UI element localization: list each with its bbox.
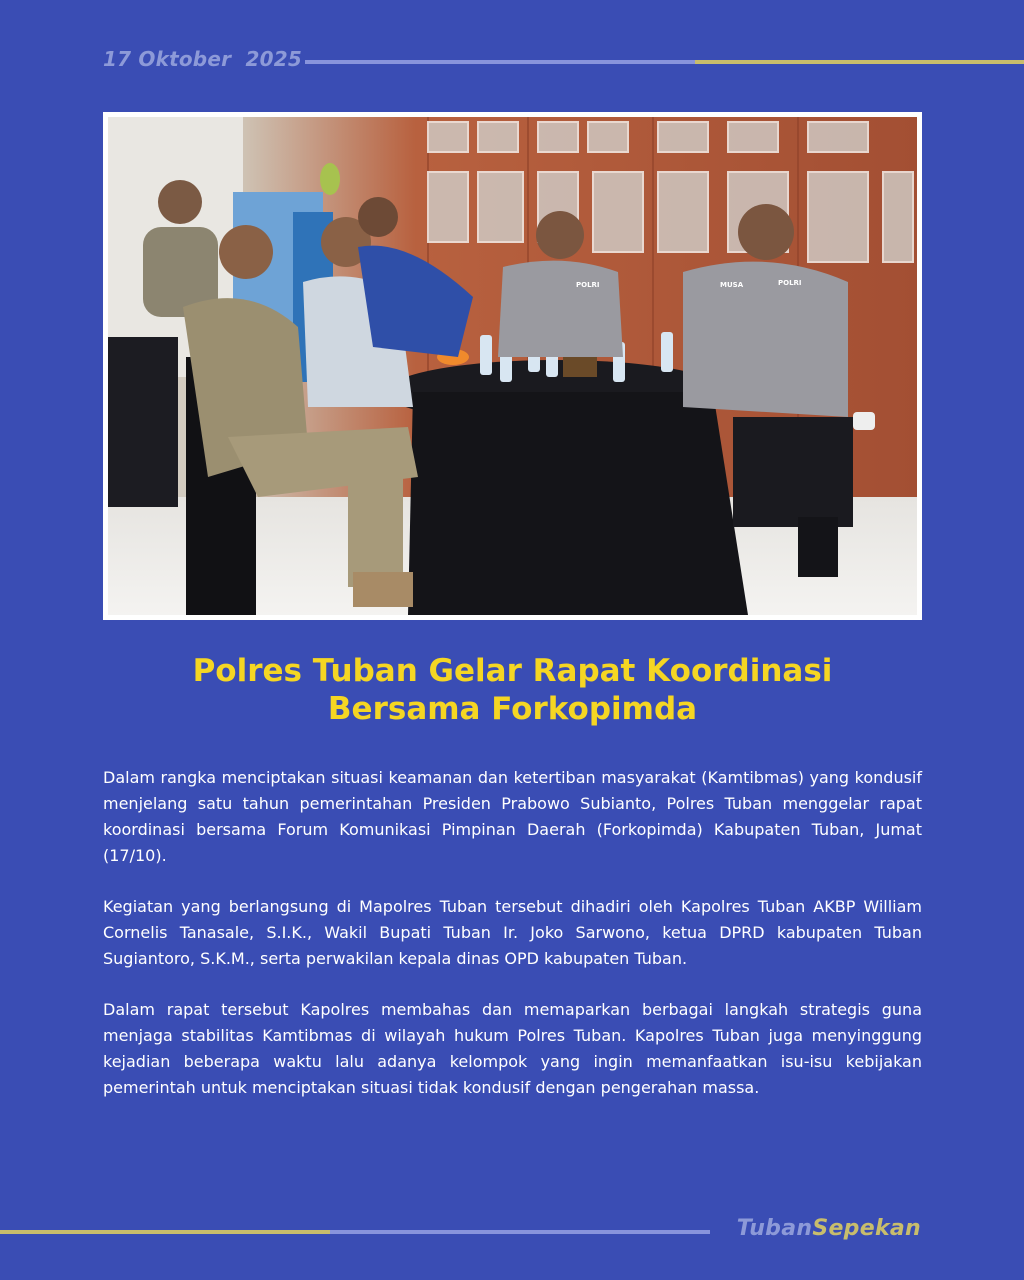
footer-divider (0, 1230, 710, 1234)
article-headline (103, 652, 922, 728)
paragraph: Dalam rapat tersebut Kapolres membahas dan memaparkan berbagai langkah strategis guna menjaga stabilitas Kamtibmas di wilayah hukum Polres Tuban. Kapolres Tuban juga menyinggung kejadian beberapa waktu lalu adanya kelompok yang ingin memanfaatkan isu-isu kebijakan pemerintah untuk menciptakan situasi tidak kondusif dengan pengerahan massa. (103, 1000, 922, 1097)
brand-part-2: Sepekan (812, 1216, 921, 1241)
meeting-photo-illustration (108, 117, 917, 615)
news-photo-frame (103, 112, 922, 620)
headline-line-1: Polres Tuban Gelar Rapat Koordinasi (192, 653, 833, 689)
name-tag-text: MUSA (720, 281, 744, 289)
name-tag-text: POLRI (778, 279, 802, 287)
paragraph: Dalam rangka menciptakan situasi keamanan dan ketertiban masyarakat (Kamtibmas) yang kondusif menjelang satu tahun pemerintahan Presiden Prabowo Subianto, Polres Tuban menggelar rapat koordinasi bersama Forum Komunikasi Pimpinan Daerah (Forkopimda) Kabupaten Tuban, Jumat (17/10). (103, 768, 922, 865)
name-tag-text: POLRI (576, 281, 600, 289)
brand-part-1: Tuban (736, 1216, 813, 1241)
header-divider (305, 60, 1024, 64)
post-date: 17 Oktober 2025 (103, 47, 302, 71)
brand-logo-text (737, 1216, 921, 1241)
paragraph: Kegiatan yang berlangsung di Mapolres Tuban tersebut dihadiri oleh Kapolres Tuban AKBP William Cornelis Tanasale, S.I.K., Wakil Bupati Tuban Ir. Joko Sarwono, ketua DPRD kabupaten Tuban Sugiantoro, S.K.M., serta perwakilan kepala dinas OPD kabupaten Tuban. (103, 897, 922, 968)
headline-line-2: Bersama Forkopimda (327, 691, 698, 727)
article-body (103, 765, 922, 1126)
news-photo (108, 117, 917, 615)
